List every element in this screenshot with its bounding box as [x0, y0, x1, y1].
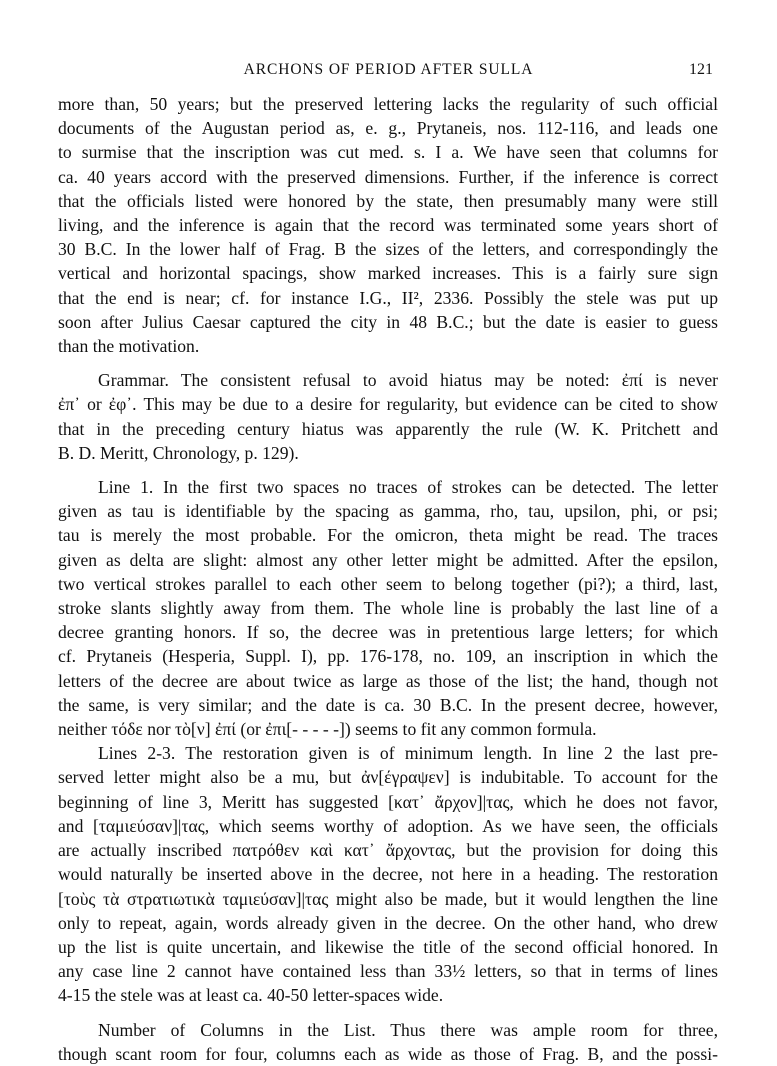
- text-line: stroke slants slightly away from them. The whole line is probably the last line of a: [58, 598, 718, 619]
- text-line: given as tau is identifiable by the spacing as gamma, rho, tau, upsilon, phi, or psi;: [58, 501, 718, 522]
- text-line: Number of Columns in the List. Thus there was ample room for three,: [98, 1019, 718, 1040]
- text-line: documents of the Augustan period as, e. g., Prytaneis, nos. 112-116, and leads one: [58, 118, 718, 139]
- text-line: to surmise that the inscription was cut med. s. I a. We have seen that columns for: [58, 142, 718, 163]
- text-line: Grammar. The consistent refusal to avoid hiatus may be noted: ἐπί is never: [98, 370, 718, 391]
- text-line: Lines 2-3. The restoration given is of minimum length. In line 2 the last pre-: [98, 743, 718, 764]
- paragraph-lines-2-3: [58, 741, 718, 1007]
- running-title: ARCHONS OF PERIOD AFTER SULLA: [243, 61, 534, 78]
- text-line: served letter might also be a mu, but ἀν[έγραψεν] is indubitable. To account for the: [58, 767, 718, 788]
- page-number: 121: [689, 61, 713, 78]
- paragraph-dating: [58, 92, 718, 358]
- text-line: that the officials listed were honored by the state, then presumably many were still: [58, 190, 718, 211]
- text-line: are actually inscribed πατρόθεν καὶ κατ᾽ ἄρχοντας, but the provision for doing this: [58, 840, 718, 861]
- paragraph-line-1: [58, 475, 718, 741]
- text-line: neither τόδε nor τὸ[ν] ἐπί (or ἐπι[- - - - -]) seems to fit any common formula.: [58, 719, 597, 740]
- text-line: given as delta are slight: almost any other letter might be admitted. After the epsilon,: [58, 549, 718, 570]
- text-line: decree granting honors. If so, the decree was in pretentious large letters; for which: [58, 622, 718, 643]
- text-line: [τοὺς τὰ στρατιωτικὰ ταμιεύσαν]|τας might also be made, but it would lengthen the line: [58, 888, 718, 909]
- text-line: though scant room for four, columns each as wide as those of Frag. B, and the possi-: [58, 1043, 718, 1064]
- text-line: soon after Julius Caesar captured the city in 48 B.C.; but the date is easier to guess: [58, 311, 718, 332]
- text-line: any case line 2 cannot have contained less than 33½ letters, so that in terms of lines: [58, 961, 718, 982]
- text-line: 4-15 the stele was at least ca. 40-50 letter-spaces wide.: [58, 985, 444, 1006]
- text-line: that the end is near; cf. for instance I.G., II², 2336. Possibly the stele was put up: [58, 287, 718, 308]
- text-line: cf. Prytaneis (Hesperia, Suppl. I), pp. 176-178, no. 109, an inscription in which the: [58, 646, 718, 667]
- text-line: 30 B.C. In the lower half of Frag. B the sizes of the letters, and correspondingly the: [58, 239, 718, 260]
- text-line: letters of the decree are about twice as large as those of the list; the hand, though not: [58, 670, 718, 691]
- text-line: ca. 40 years accord with the preserved dimensions. Further, if the inference is correct: [58, 166, 718, 187]
- text-line: tau is merely the most probable. For the omicron, theta might be read. The traces: [58, 525, 718, 546]
- text-line: Line 1. In the first two spaces no traces of strokes can be detected. The letter: [98, 477, 718, 498]
- text-line: B. D. Meritt, Chronology, p. 129).: [58, 442, 299, 463]
- text-line: living, and the inference is again that the record was terminated some years short of: [58, 215, 718, 236]
- paragraph-number-of-columns: [58, 1018, 718, 1066]
- text-line: only to repeat, again, words already given in the decree. On the other hand, who drew: [58, 912, 718, 933]
- paragraph-grammar: [58, 368, 718, 465]
- running-head: [0, 58, 777, 82]
- text-line: up the list is quite uncertain, and likewise the title of the second official honored. In: [58, 936, 718, 957]
- text-line: ἐπ᾽ or ἐφ᾽. This may be due to a desire for regularity, but evidence can be cited to show: [58, 394, 718, 415]
- text-line: would naturally be inserted above in the decree, not here in a heading. The restoration: [58, 864, 718, 885]
- text-line: two vertical strokes parallel to each other seem to belong together (pi?); a third, last,: [58, 573, 718, 594]
- body-text: [58, 92, 718, 1066]
- text-line: beginning of line 3, Meritt has suggested [κατ᾽ ἄρχον]|τας, which he does not favor,: [58, 791, 718, 812]
- text-line: more than, 50 years; but the preserved lettering lacks the regularity of such official: [58, 94, 718, 114]
- text-line: than the motivation.: [58, 336, 200, 357]
- text-line: the same, is very similar; and the date is ca. 30 B.C. In the present decree, however,: [58, 694, 718, 715]
- text-line: and [ταμιεύσαν]|τας, which seems worthy of adoption. As we have seen, the officials: [58, 815, 718, 836]
- text-line: that in the preceding century hiatus was apparently the rule (W. K. Pritchett and: [58, 418, 718, 439]
- text-line: vertical and horizontal spacings, show marked increases. This is a fairly sure sign: [58, 263, 718, 284]
